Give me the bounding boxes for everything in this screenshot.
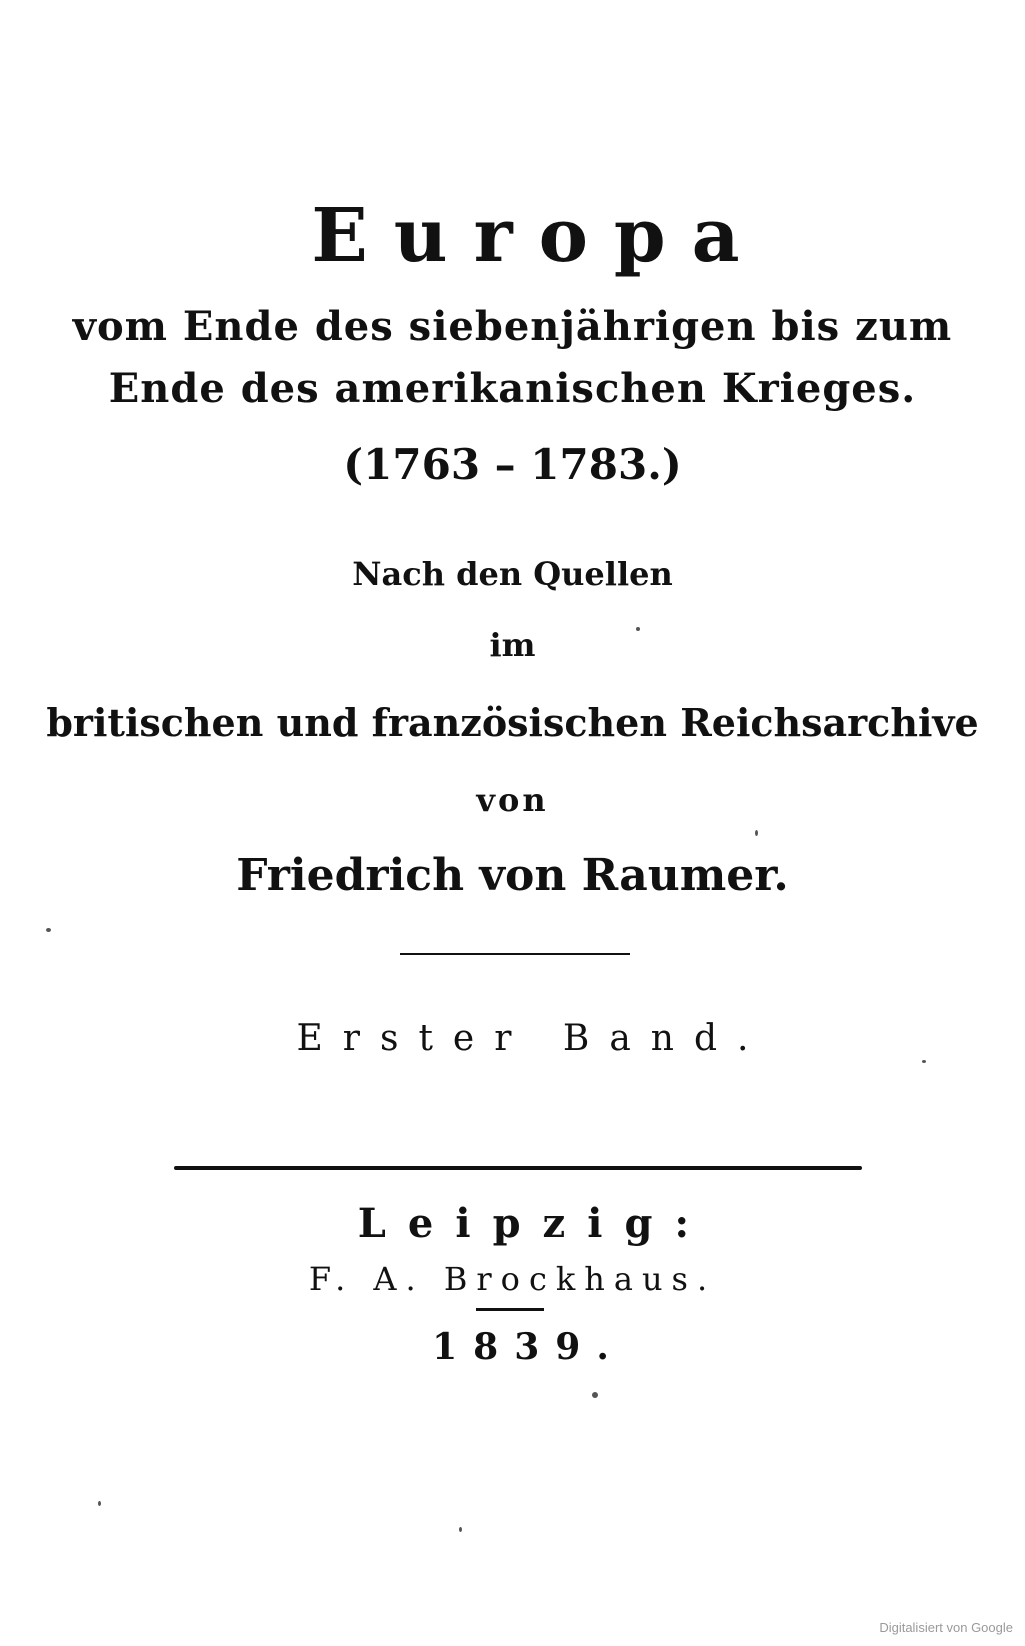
paper-speck: [46, 928, 51, 932]
imprint-place: Leipzig:: [357, 1200, 712, 1247]
imprint-publisher: F. A. Brockhaus.: [308, 1260, 717, 1298]
divider-long: [174, 1166, 862, 1170]
paper-speck: [459, 1527, 462, 1532]
imprint-year: 1839.: [432, 1326, 625, 1368]
paper-speck: [98, 1501, 101, 1506]
book-title: Europa: [311, 193, 766, 279]
sources-line-3: britischen und französischen Reichsarchive: [46, 700, 979, 745]
sources-line-2: im: [489, 626, 536, 664]
digitization-watermark: Digitalisiert von Google: [879, 1620, 1013, 1635]
divider-short: [400, 953, 630, 955]
sources-line-1: Nach den Quellen: [352, 555, 673, 593]
subtitle-line-2: Ende des amerikanischen Krieges.: [108, 365, 917, 412]
subtitle-line-1: vom Ende des siebenjährigen bis zum: [72, 303, 953, 350]
volume-label: Erster Band.: [296, 1018, 769, 1059]
paper-speck: [592, 1392, 598, 1398]
by-word: von: [476, 781, 549, 819]
divider-tiny: [476, 1308, 544, 1311]
year-range: (1763 – 1783.): [343, 440, 682, 489]
paper-speck: [755, 830, 758, 836]
paper-speck: [636, 627, 640, 631]
author-name: Friedrich von Raumer.: [236, 850, 789, 901]
paper-speck: [922, 1060, 926, 1063]
